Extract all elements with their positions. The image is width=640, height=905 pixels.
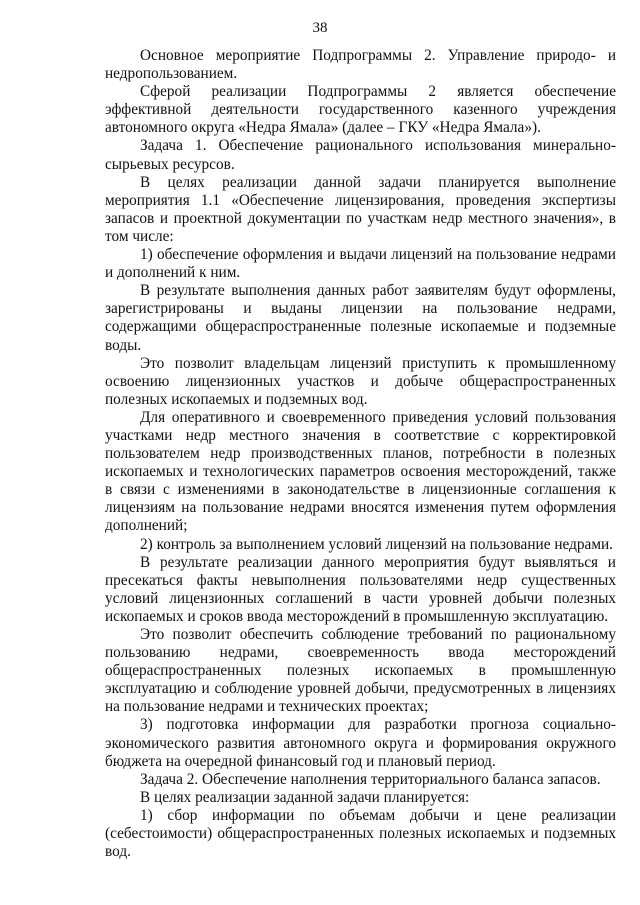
paragraph-2: Сферой реализации Подпрограммы 2 является обеспечение эффективной деятельности государственного казенного учреждения автономного округа «Недра Ямала» (далее – ГКУ «Недра Ямала»). — [105, 83, 616, 137]
paragraph-14: В целях реализации заданной задачи планируется: — [140, 788, 470, 806]
paragraph-6: В результате выполнения данных работ заявителям будут оформлены, зарегистрированы и выданы лицензии на пользование недрами, содержащими общераспространенные полезные ископаемые и подземные воды. — [105, 282, 616, 354]
paragraph-10: В результате реализации данного мероприятия будут выявляться и пресекаться факты невыполнения пользователями недр существенных условий лицензионных соглашений в части уровней добычи полезных ископаемых и сроков ввода месторождений в промышленную эксплуатацию. — [105, 553, 616, 625]
paragraph-5: 1) обеспечение оформления и выдачи лицензий на пользование недрами и дополнений к ним. — [105, 246, 616, 282]
paragraph-13: Задача 2. Обеспечение наполнения территориального баланса запасов. — [140, 770, 601, 788]
paragraph-15: 1) сбор информации по объемам добычи и цене реализации (себестоимости) общераспространенных полезных ископаемых и подземных вод. — [105, 806, 616, 861]
paragraph-4: В целях реализации данной задачи планируется выполнение мероприятия 1.1 «Обеспечение лицензирования, проведения экспертизы запасов и проектной документации по участкам недр местного значения», в том числе: — [105, 173, 616, 245]
paragraph-12: 3) подготовка информации для разработки прогноза социально-экономического развития автономного округа и формирования окружного бюджета на очередной финансовый год и плановый период. — [105, 716, 616, 770]
paragraph-9: 2) контроль за выполнением условий лицензий на пользование недрами. — [140, 535, 614, 553]
paragraph-7: Это позволит владельцам лицензий приступить к промышленному освоению лицензионных участков и добыче общераспространенных полезных ископаемых и подземных вод. — [105, 354, 616, 408]
page-number: 38 — [312, 20, 328, 36]
paragraph-3: Задача 1. Обеспечение рационального использования минерально-сырьевых ресурсов. — [105, 137, 616, 173]
paragraph-8: Для оперативного и своевременного приведения условий пользования участками недр местного значения в соответствие с корректировкой пользователем недр производственных планов, потребности в полезных ископаемых и технологических параметров освоения месторождений, также в связи с изменениями в законодательстве в лицензионные соглашения к лицензиям на пользование недрами вносятся изменения путем оформления дополнений; — [105, 408, 616, 535]
paragraph-11: Это позволит обеспечить соблюдение требований по рациональному пользованию недрами, своевременность ввода месторождений общераспространенных полезных ископаемых в промышленную эксплуатацию и соблюдение уровней добычи, предусмотренных в лицензиях на пользование недрами и технических проектах; — [105, 626, 616, 716]
paragraph-1: Основное мероприятие Подпрограммы 2. Управление природо- и недропользованием. — [105, 47, 616, 83]
document-body — [105, 47, 616, 861]
